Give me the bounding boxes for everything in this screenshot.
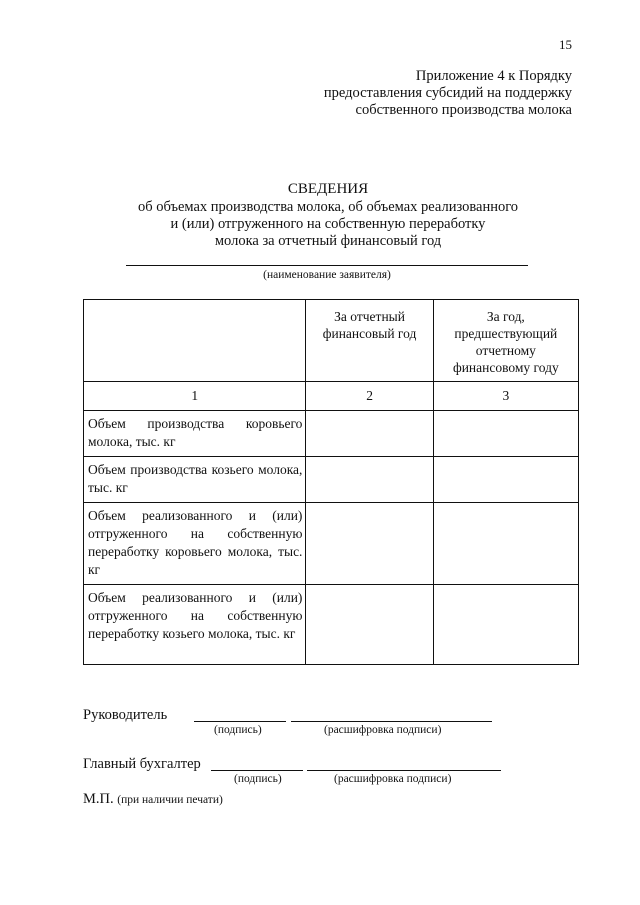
appendix-reference [250,68,572,119]
header-line: отчетному [475,343,536,358]
header-line: За отчетный [334,309,405,324]
value-cell-previous[interactable] [433,503,578,585]
head-signature-field[interactable] [194,721,286,722]
value-cell-current[interactable] [306,411,433,457]
header-line: предшествующий [454,326,558,341]
table-row [84,411,579,457]
header-line: финансовый год [322,326,417,341]
stamp-label: М.П. [83,791,114,807]
head-decoding-caption: (расшифровка подписи) [324,724,442,736]
report-table [83,299,579,665]
document-subtitle [100,199,556,250]
table-row [84,585,579,665]
column-number: 1 [84,382,306,411]
header-cell-current-year [306,300,433,382]
header-cell-previous-year [433,300,578,382]
applicant-name-field[interactable] [126,265,528,266]
row-label: Объем производства козьего молока, тыс. кг [84,457,306,503]
column-number-row [84,382,579,411]
column-number: 2 [306,382,433,411]
header-line: За год, [486,309,525,324]
table-row [84,503,579,585]
head-decoding-field[interactable] [291,721,492,722]
value-cell-current[interactable] [306,585,433,665]
value-cell-previous[interactable] [433,411,578,457]
table-row [84,457,579,503]
page-number: 15 [559,37,572,52]
value-cell-previous[interactable] [433,585,578,665]
header-cell-empty [84,300,306,382]
appendix-line: Приложение 4 к Порядку [415,68,572,84]
subtitle-line: и (или) отгруженного на собственную переработку [170,216,486,232]
chief-accountant-label: Главный бухгалтер [83,756,201,772]
stamp-note: (при наличии печати) [117,794,223,806]
chief-accountant-signature-caption: (подпись) [234,773,282,785]
subtitle-line: молока за отчетный финансовый год [214,233,442,249]
column-number: 3 [433,382,578,411]
head-label: Руководитель [83,707,168,723]
subtitle-line: об объемах производства молока, об объемах реализованного [137,199,519,215]
value-cell-previous[interactable] [433,457,578,503]
stamp-place [83,791,223,808]
applicant-caption: (наименование заявителя) [263,269,391,281]
table-header-row [84,300,579,382]
row-label: Объем реализованного и (или) отгруженного на собственную переработку коровьего молока, тыс. кг [84,503,306,585]
chief-accountant-decoding-caption: (расшифровка подписи) [334,773,452,785]
appendix-line: предоставления субсидий на поддержку [323,85,572,101]
value-cell-current[interactable] [306,503,433,585]
head-signature-caption: (подпись) [214,724,262,736]
header-line: финансовому году [452,360,559,375]
row-label: Объем реализованного и (или) отгруженного на собственную переработку козьего молока, тыс. кг [84,585,306,665]
chief-accountant-signature-field[interactable] [211,770,303,771]
value-cell-current[interactable] [306,457,433,503]
appendix-line: собственного производства молока [355,102,572,118]
row-label: Объем производства коровьего молока, тыс. кг [84,411,306,457]
document-title: СВЕДЕНИЯ [287,181,369,197]
chief-accountant-decoding-field[interactable] [307,770,501,771]
